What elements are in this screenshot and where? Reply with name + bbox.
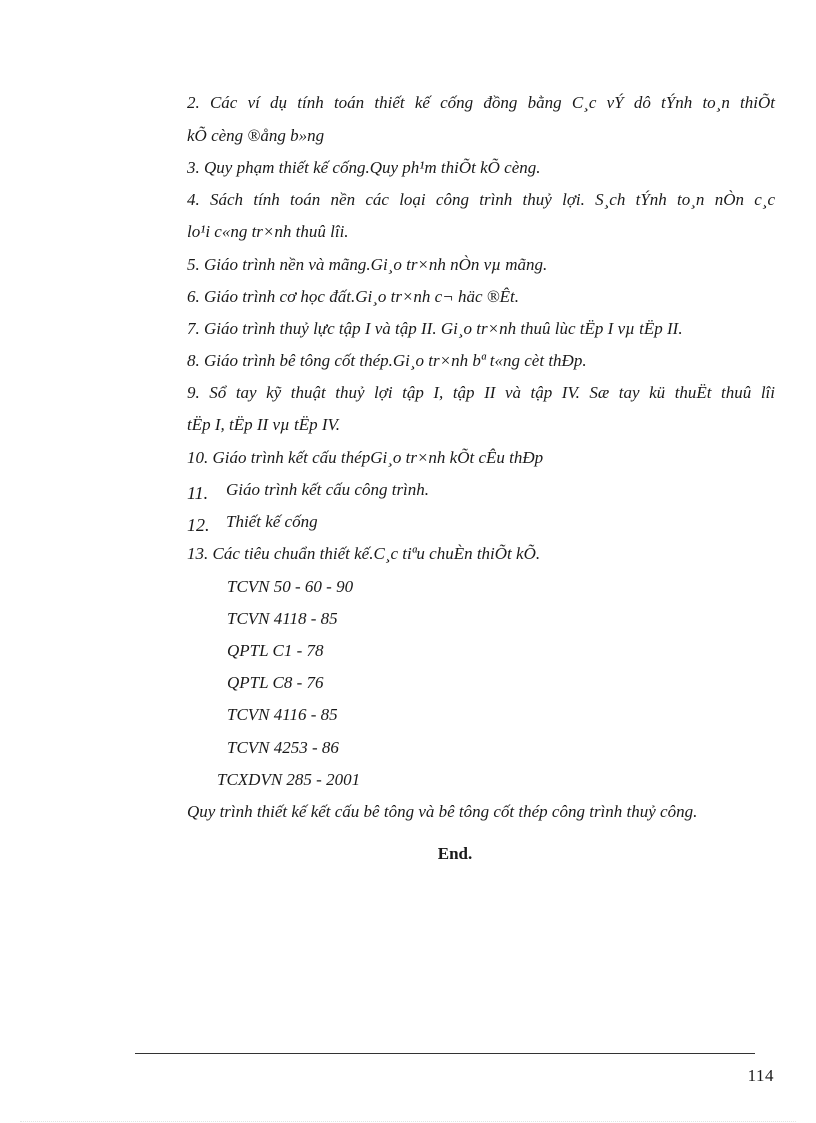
footer-divider (135, 1053, 755, 1054)
reference-item-11: Giáo trình kết cấu công trình. (226, 480, 430, 499)
reference-item-9-continued: tËp I, tËp II vµ tËp IV. (187, 415, 340, 434)
reference-item-2-continued: kÕ cèng ®ång b»ng (187, 126, 325, 145)
reference-number-12: 12. (187, 515, 210, 535)
page-number: 114 (747, 1066, 774, 1085)
standard-code: QPTL C8 - 76 (227, 673, 324, 692)
reference-item-5: 5. Giáo trình nền và mãng.Gi¸o tr×nh nÒn vµ mãng. (187, 255, 548, 274)
standard-code: TCVN 4253 - 86 (227, 738, 339, 757)
reference-item-9: 9. Sổ tay kỹ thuật thuỷ lợi tập I, tập II và tập IV. Sæ tay kü thuËt thuû lîi (187, 383, 775, 402)
reference-item-2: 2. Các ví dụ tính toán thiết kế cống đồng bằng C¸c vÝ dô tÝnh to¸n thiÕt (187, 93, 775, 112)
reference-item-4-continued: lo¹i c«ng tr×nh thuû lîi. (187, 222, 349, 241)
reference-number-11: 11. (187, 483, 209, 503)
reference-item-7: 7. Giáo trình thuỷ lực tập I và tập II. Gi¸o tr×nh thuû lùc tËp I vµ tËp II. (187, 319, 683, 338)
standard-code: TCXDVN 285 - 2001 (217, 770, 361, 789)
closing-reference-line: Quy trình thiết kế kết cấu bê tông và bê tông cốt thép công trình thuỷ công. (187, 802, 698, 821)
end-marker: End. (437, 844, 473, 863)
reference-item-4: 4. Sách tính toán nền các loại công trình thuỷ lợi. S¸ch tÝnh to¸n nÒn c¸c (187, 190, 775, 209)
reference-item-13: 13. Các tiêu chuẩn thiết kế.C¸c tiªu chuÈn thiÕt kÕ. (187, 544, 541, 563)
reference-item-10: 10. Giáo trình kết cấu thépGi¸o tr×nh kÕt cÊu thÐp (187, 448, 544, 467)
reference-item-12: Thiết kế cống (226, 512, 318, 531)
reference-item-3: 3. Quy phạm thiết kế cống.Quy ph¹m thiÕt kÕ cèng. (187, 158, 541, 177)
reference-item-6: 6. Giáo trình cơ học đất.Gi¸o tr×nh c¬ häc ®Êt. (187, 287, 520, 306)
bottom-dotted-border (20, 1121, 796, 1122)
standard-code: TCVN 50 - 60 - 90 (227, 577, 354, 596)
standard-code: TCVN 4116 - 85 (227, 705, 338, 724)
standard-code: TCVN 4118 - 85 (227, 609, 338, 628)
standard-code: QPTL C1 - 78 (227, 641, 324, 660)
reference-item-8: 8. Giáo trình bê tông cốt thép.Gi¸o tr×nh bª t«ng cèt thÐp. (187, 351, 587, 370)
